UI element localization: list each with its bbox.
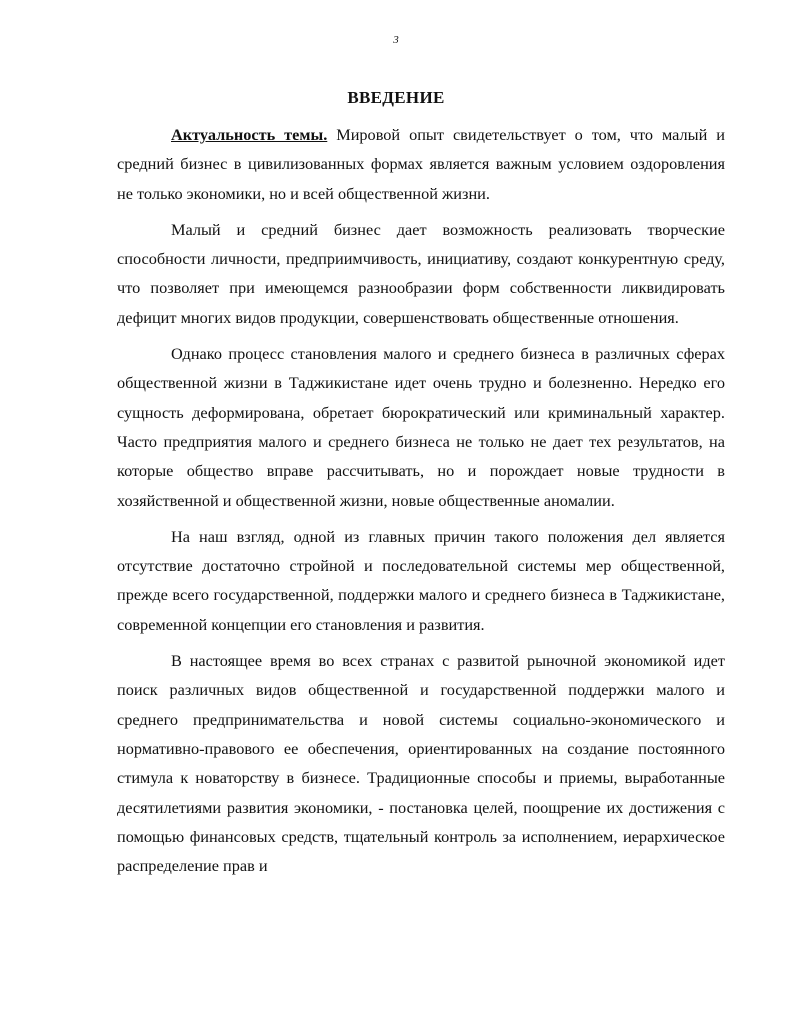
paragraph-text: В настоящее время во всех странах с развитой рыночной экономикой идет поиск различных видов общественной и государственной поддержки малого и среднего предпринимательства и новой системы социально-экономического и нормативно-правового ее обеспечения, ориентированных на создание постоянного стимула к новаторству в бизнесе. Традиционные способы и приемы, выработанные десятилетиями развития экономики, - постановка целей, поощрение их достижения с помощью финансовых средств, тщательный контроль за исполнением, иерархическое распределение прав и — [117, 651, 725, 876]
paragraph-2 — [117, 215, 725, 332]
lead-phrase: Актуальность темы. — [171, 125, 328, 144]
paragraph-text: На наш взгляд, одной из главных причин такого положения дел является отсутствие достаточно стройной и последовательной системы мер общественной, прежде всего государственной, поддержки малого и среднего бизнеса в Таджикистане, современной концепции его становления и развития. — [117, 526, 725, 634]
page-number: 3 — [393, 34, 399, 46]
paragraph-4 — [117, 522, 725, 639]
paragraph-1 — [117, 120, 725, 208]
paragraph-text: Однако процесс становления малого и среднего бизнеса в различных сферах общественной жизни в Таджикистане идет очень трудно и болезненно. Нередко его сущность деформирована, обретает бюрократический или криминальный характер. Часто предприятия малого и среднего бизнеса не только не дает тех результатов, на которые общество вправе рассчитывать, но и порождает новые трудности в хозяйственной и общественной жизни, новые общественные аномалии. — [117, 344, 725, 510]
body-text — [117, 120, 725, 880]
paragraph-3 — [117, 339, 725, 515]
paragraph-5 — [117, 646, 725, 880]
paragraph-text: Мировой опыт свидетельствует о том, что малый и средний бизнес в цивилизованных формах является важным условием оздоровления не только экономики, но и всей общественной жизни. — [117, 125, 725, 203]
paragraph-text: Малый и средний бизнес дает возможность реализовать творческие способности личности, предприимчивость, инициативу, создают конкурентную среду, что позволяет при имеющемся разнообразии форм собственности ликвидировать дефицит многих видов продукции, совершенствовать общественные отношения. — [117, 219, 725, 327]
section-heading: ВВЕДЕНИЕ — [347, 88, 445, 107]
